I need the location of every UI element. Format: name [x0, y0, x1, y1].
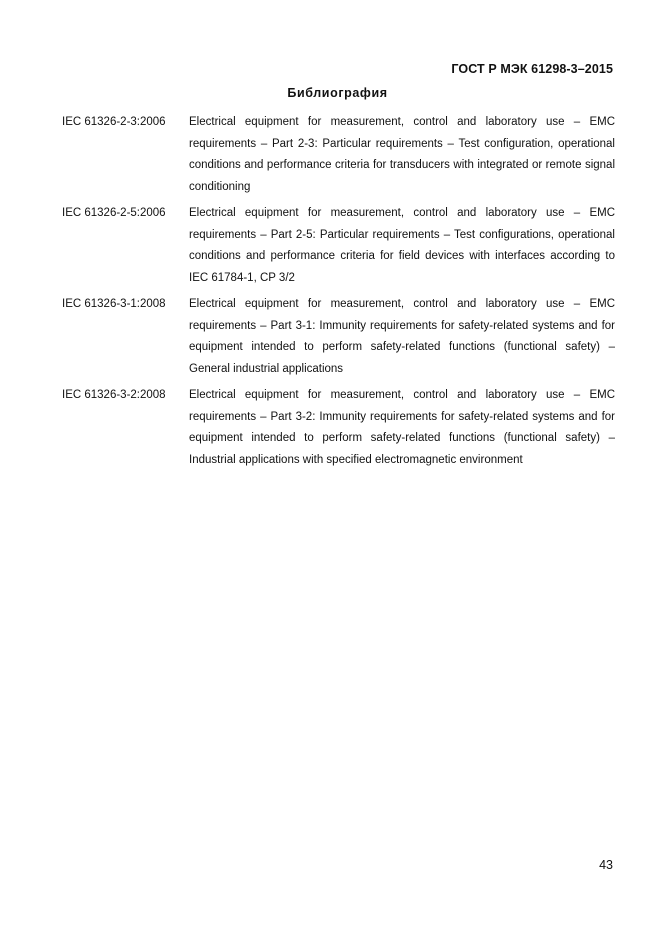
bibliography-entry: [62, 203, 615, 289]
document-header-standard: ГОСТ Р МЭК 61298-3–2015: [451, 62, 613, 76]
bibliography-reference-code: IEC 61326-2-5:2006: [62, 207, 166, 219]
bibliography-reference-code: IEC 61326-3-2:2008: [62, 389, 166, 401]
bibliography-reference-title: Electrical equipment for measurement, control and laboratory use – EMC requirements – Part 3-2: Immunity requirements for safety-related systems and for equipment intended to perform safety-related functions (functional safety) – Industrial applications with specified electromagnetic environment: [189, 389, 615, 466]
bibliography-reference-title: Electrical equipment for measurement, control and laboratory use – EMC requirements – Part 2-5: Particular requirements – Test configurations, operational conditions and performance criteria for field devices with interfaces according to IEC 61784-1, CP 3/2: [189, 207, 615, 284]
bibliography-entry: [62, 294, 615, 380]
bibliography-reference-code: IEC 61326-2-3:2006: [62, 116, 166, 128]
bibliography-reference-title: Electrical equipment for measurement, control and laboratory use – EMC requirements – Part 2-3: Particular requirements – Test configuration, operational conditions and performance criteria for transducers with integrated or remote signal conditioning: [189, 116, 615, 193]
bibliography-entry: [62, 112, 615, 198]
bibliography-reference-code: IEC 61326-3-1:2008: [62, 298, 166, 310]
page-number: 43: [599, 858, 613, 872]
section-title: Библиография: [287, 86, 388, 100]
bibliography-list: [62, 112, 615, 476]
bibliography-entry: [62, 385, 615, 471]
bibliography-reference-title: Electrical equipment for measurement, control and laboratory use – EMC requirements – Part 3-1: Immunity requirements for safety-related systems and for equipment intended to perform safety-related functions (functional safety) – General industrial applications: [189, 298, 615, 375]
